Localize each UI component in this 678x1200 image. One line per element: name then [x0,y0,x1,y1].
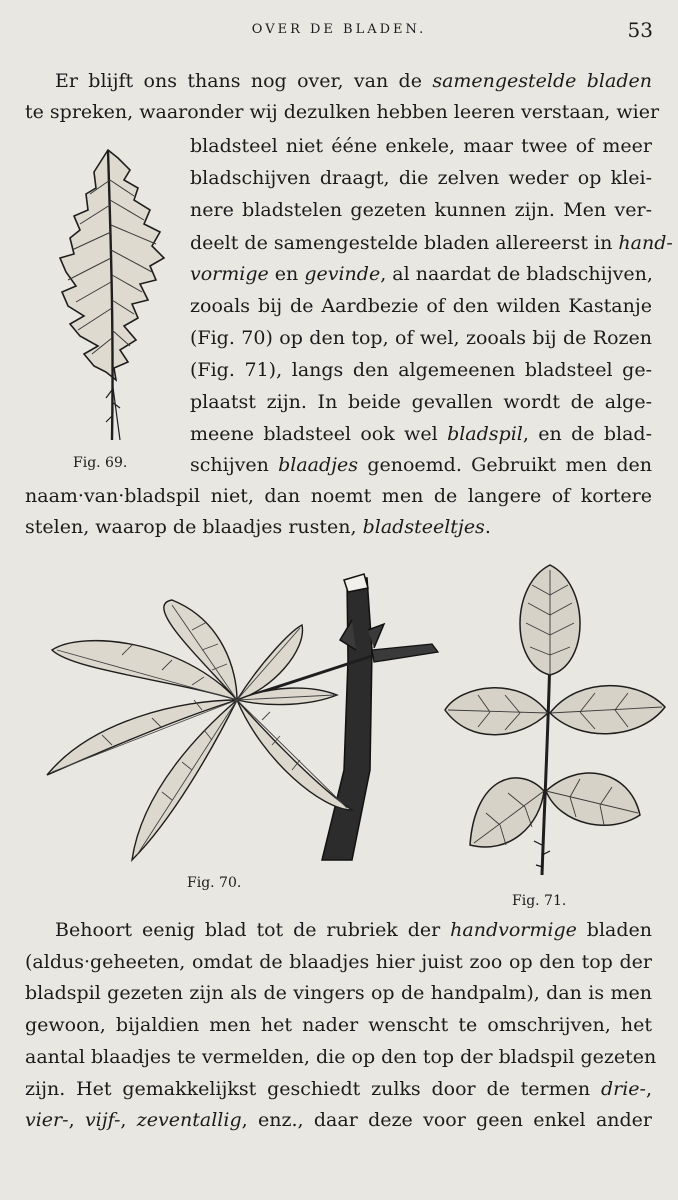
p1-line-9: (Fig. 70) op den top, of wel, zooals bij de Rozen [190,327,652,349]
p2-line-7: vier-, vijf-, zeventallig, enz., daar deze voor geen enkel ander [25,1109,652,1131]
figure-69 [40,140,180,450]
p2-line-6: zijn. Het gemakkelijkst geschiedt zulks door de termen drie-, [25,1078,652,1100]
p1-line-11: plaatst zijn. In beide gevallen wordt de alge- [190,391,652,413]
pinnate-leaf-illustration [440,555,670,885]
p1-line-6: deelt de samengestelde bladen allereerst in hand- [190,232,673,254]
running-title: OVER DE BLADEN. [251,22,427,37]
p2-line-3: bladspil gezeten zijn als de vingers op de handpalm), dan is men [25,982,652,1004]
p2-line-4: gewoon, bijaldien men het nader wenscht te omschrijven, het [25,1014,652,1036]
p1-line-8: zooals bij de Aardbezie of den wilden Kastanje [190,295,652,317]
p2-line-2: (aldus·geheeten, omdat de blaadjes hier juist zoo op den top der [25,951,652,973]
figure-69-caption: Fig. 69. [73,455,128,471]
p1-line-7: vormige en gevinde, al naardat de bladschijven, [190,263,653,285]
p1-line-3: bladsteel niet ééne enkele, maar twee of meer [190,135,652,157]
lobed-leaf-illustration [40,140,180,450]
p1-line-14: naam·van·bladspil niet, dan noemt men de langere of kortere [25,485,652,507]
figure-71 [440,555,670,885]
p1-line-1: Er blijft ons thans nog over, van de samengestelde bladen [55,70,652,92]
p1-line-5: nere bladstelen gezeten kunnen zijn. Men ver- [190,199,652,221]
p2-line-5: aantal blaadjes te vermelden, die op den top der bladspil gezeten [25,1046,657,1068]
running-head [0,18,678,42]
p1-line-10: (Fig. 71), langs den algemeenen bladsteel ge- [190,359,652,381]
p1-line-2: te spreken, waaronder wij dezulken hebben leeren verstaan, wier [25,101,660,123]
figure-71-caption: Fig. 71. [512,893,567,909]
figure-70 [22,560,442,870]
p2-line-1: Behoort eenig blad tot de rubriek der handvormige bladen [55,919,652,941]
p1-line-4: bladschijven draagt, die zelven weder op klei- [190,167,652,189]
p1-line-12: meene bladsteel ook wel bladspil, en de blad- [190,423,652,445]
p1-line-15: stelen, waarop de blaadjes rusten, bladsteeltjes. [25,516,491,538]
p1-line-13: schijven blaadjes genoemd. Gebruikt men den [190,454,652,476]
palmate-leaf-illustration [22,560,442,870]
page-number: 53 [627,18,653,42]
figure-70-caption: Fig. 70. [187,875,242,891]
